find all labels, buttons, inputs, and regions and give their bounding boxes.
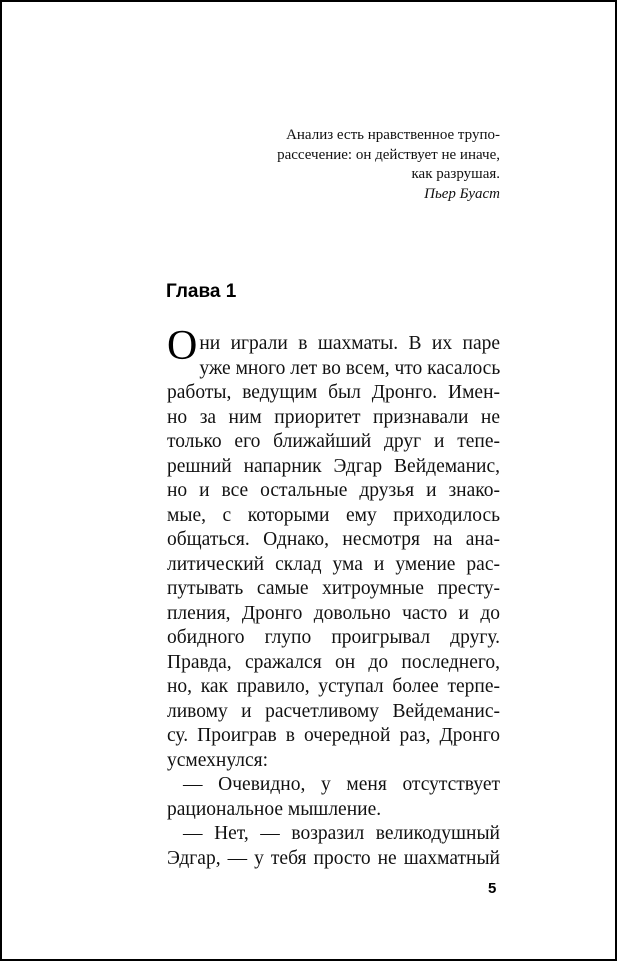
epigraph-line: рассечение: он действует не иначе, <box>277 146 500 163</box>
drop-cap: О <box>167 323 198 369</box>
dialogue-line: рациональное мышление. <box>167 798 382 820</box>
text-line: решний напарник Эдгар Вейдеманис, <box>167 455 500 477</box>
epigraph-line: Анализ есть нравственное трупо- <box>286 127 500 143</box>
text-line: общаться. Однако, несмотря на ана- <box>167 529 500 550</box>
dialogue-line: — Нет, — возразил великодушный <box>183 823 500 844</box>
text-line: литический склад ума и умение рас- <box>167 553 500 575</box>
chapter-body <box>167 323 501 871</box>
epigraph-author: Пьер Буаст <box>424 185 500 202</box>
text-line: пления, Дронго довольно часто и до <box>167 602 500 624</box>
text-line: мые, с которыми ему приходилось <box>167 504 500 526</box>
dialogue-line: Эдгар, — у тебя просто не шахматный <box>167 847 500 869</box>
text-line: су. Проиграв в очередной раз, Дронго <box>167 725 500 746</box>
epigraph <box>272 126 500 204</box>
first-line-text: ни играли в шахматы. В их паре <box>199 333 500 354</box>
text-line: ливому и расчетливому Вейдеманис- <box>167 700 500 722</box>
chapter-title: Глава 1 <box>166 281 237 302</box>
text-line: путывать самые хитроумные престу- <box>167 578 500 599</box>
text-line: уже много лет во всем, что касалось <box>199 357 501 379</box>
text-line: Правда, сражался он до последнего, <box>167 651 500 673</box>
page-number: 5 <box>488 880 497 897</box>
text-line: усмехнулся: <box>167 749 268 771</box>
text-line: работы, ведущим был Дронго. Имен- <box>167 382 500 403</box>
text-line: но и все остальные друзья и знако- <box>167 480 500 501</box>
text-line: но, как правило, уступал более терпе- <box>167 676 500 697</box>
text-line: только его ближайший друг и тепе- <box>167 431 500 452</box>
dialogue-line: — Очевидно, у меня отсутствует <box>183 774 500 795</box>
text-line: обидного глупо проигрывал другу. <box>167 627 500 648</box>
text-line: но за ним приоритет признавали не <box>167 406 500 428</box>
epigraph-line: как разрушая. <box>411 166 500 182</box>
